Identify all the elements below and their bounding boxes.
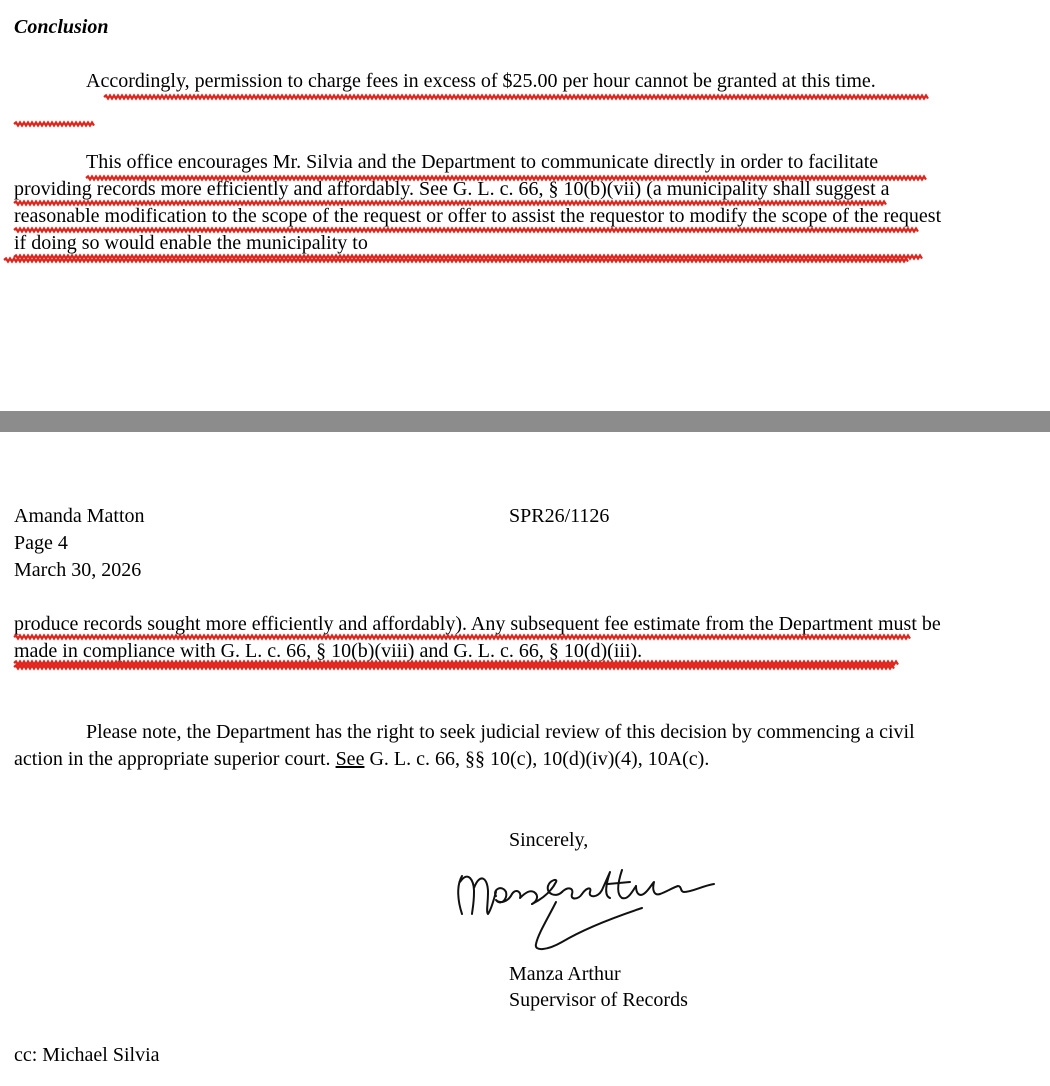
see-citation-signal: See [335,748,365,770]
paragraph-encourage-text: This office encourages Mr. Silvia and the Department to communicate directly in order to facilitate providing records more efficiently and affordably. See G. L. c. 66, § 10(b)(vii) (a municipality shall suggest a reasonable modification to the scope of the request or offer to assist the requestor to modify the scope of the request if doing so would enable the municipality to [14,151,942,254]
judicial-review-text: Please note, the Department has the right to seek judicial review of this decision by commencing a civil action in the appropriate superior court. [14,721,915,770]
letterhead-reference: SPR26/1126 [509,505,610,527]
letterhead-recipient: Amanda Matton [14,505,145,527]
paragraph-judicial-review [14,719,954,773]
letterhead-page: Page 4 [14,532,68,554]
closing: Sincerely, [509,829,589,851]
section-heading: Conclusion [14,16,109,38]
handwritten-signature [452,862,792,954]
judicial-review-citation: G. L. c. 66, §§ 10(c), 10(d)(iv)(4), 10A(c). [364,748,710,770]
signer-title: Supervisor of Records [509,989,688,1011]
letterhead-date: March 30, 2026 [14,559,142,581]
spellcheck-underline [4,258,908,261]
paragraph-continued: produce records sought more efficiently and affordably). Any subsequent fee estimate from the Department must be made in compliance with G. L. c. 66, § 10(b)(viii) and G. L. c. 66, § 10(d)(iii). [14,613,941,662]
paragraph-encourage [14,149,954,257]
spellcheck-underline [14,122,94,125]
paragraph-conclusion [14,68,954,95]
signer-name: Manza Arthur [509,963,621,985]
paragraph-conclusion-text: Accordingly, permission to charge fees in excess of $25.00 per hour cannot be granted at this time. [86,70,876,92]
cc-line: cc: Michael Silvia [14,1044,160,1066]
spellcheck-underline [14,665,894,668]
spellcheck-underline [104,95,928,98]
page-separator [0,411,1050,432]
